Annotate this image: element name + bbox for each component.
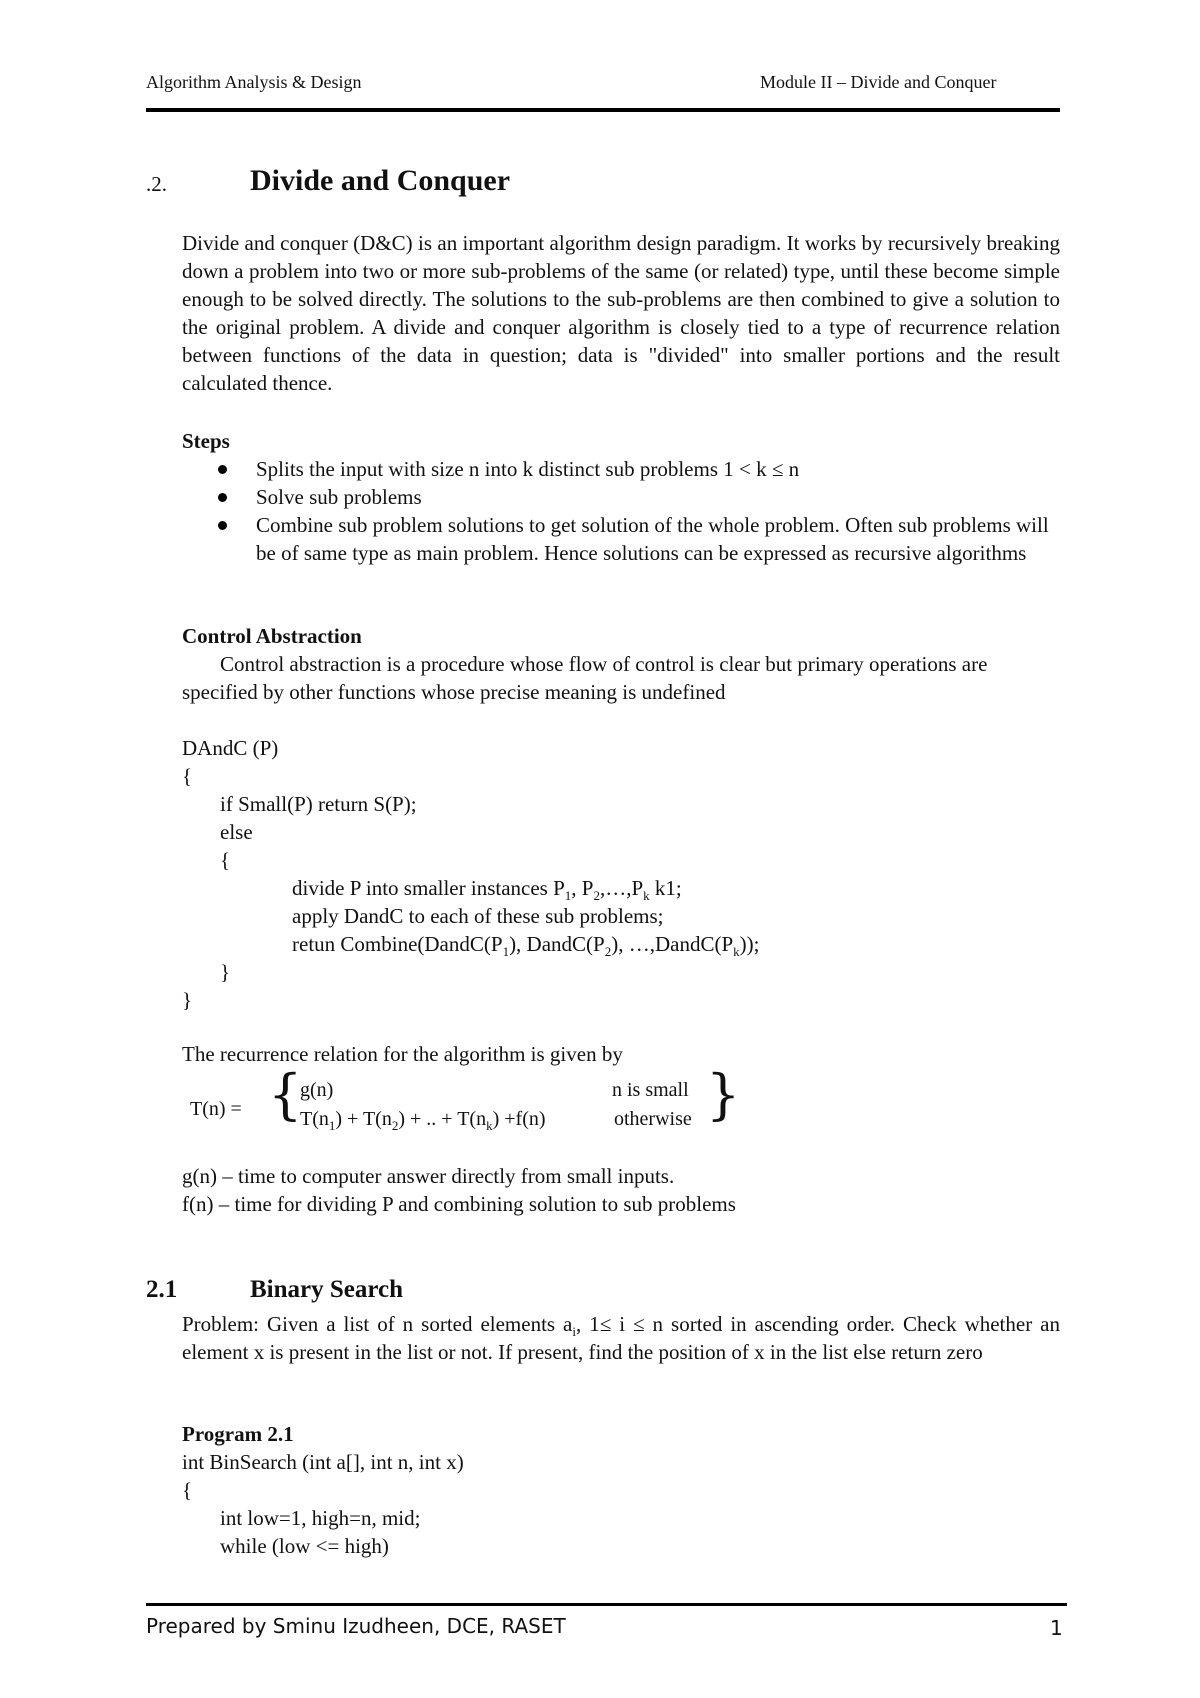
list-item: Splits the input with size n into k distinct sub problems 1 < k ≤ n — [182, 455, 1060, 483]
recurrence-case1: g(n) — [300, 1079, 334, 1101]
list-item: Combine sub problem solutions to get solution of the whole problem. Often sub problems will be of same type as main problem. Hence solutions can be expressed as recursive algorithms — [182, 511, 1060, 567]
program-heading: Program 2.1 — [182, 1422, 294, 1446]
steps-list — [182, 455, 1060, 567]
footer-rule — [146, 1603, 1067, 1606]
code-line-divide: divide P into smaller instances $P_1$, $P_2,\dots,P_k$ k1; — [292, 876, 682, 904]
steps-heading: Steps — [182, 429, 230, 453]
recurrence-intro: The recurrence relation for the algorithm is given by — [182, 1042, 623, 1066]
section-number: 2.1 — [146, 1276, 178, 1303]
intro-paragraph: Divide and conquer (D&C) is an important algorithm design paradigm. It works by recursively breaking down a problem into two or more sub-problems of the same (or related) type, until these become simple enough to be solved directly. The solutions to the sub-problems are then combined to give a solution to the original problem. A divide and conquer algorithm is closely tied to a type of recurrence relation between functions of the data in question; data is "divided" into smaller portions and the result calculated thence. — [182, 231, 1060, 395]
header-rule — [146, 108, 1060, 112]
header-right: Module II – Divide and Conquer — [760, 72, 997, 92]
section-title: Binary Search — [250, 1276, 404, 1303]
control-heading: Control Abstraction — [182, 624, 362, 648]
page-number: 1 — [1050, 1616, 1063, 1640]
f-definition: f(n) – time for dividing P and combining solution to sub problems — [182, 1192, 736, 1216]
left-brace: { — [268, 1063, 303, 1126]
program-code: int BinSearch (int a[], int n, int x) { int low=1, high=n, mid; while (low <= high) — [182, 1450, 464, 1558]
header-left: Algorithm Analysis & Design — [146, 72, 362, 92]
recurrence-cond1: n is small — [612, 1079, 689, 1101]
page-title: Divide and Conquer — [250, 164, 511, 197]
code-line-combine: retun $Combine(DandC(P_1)$, $DandC(P_2)$, $\dots,DandC(P_k)$); — [292, 932, 760, 960]
problem-text: Problem: Given a list of n sorted elements $a_i$, 1≤ i ≤ n sorted in ascending order. Check whether an element x is present in the list or not. If present, find the position of x in the list else return zero — [182, 1312, 1060, 1364]
bullet-icon — [218, 465, 227, 474]
recurrence-cond2: otherwise — [614, 1108, 692, 1130]
right-brace: } — [706, 1063, 741, 1126]
recurrence-lhs: T(n) = — [190, 1098, 242, 1120]
bullet-icon — [218, 521, 227, 530]
bullet-icon — [218, 493, 227, 502]
list-item: Solve sub problems — [182, 483, 1060, 511]
chapter-number: .2. — [146, 172, 167, 196]
recurrence-case2: $T(n_1) + T(n_2)$ + .. + $T(n_k) +f(n)$ — [300, 1108, 546, 1133]
footer-text: Prepared by Sminu Izudheen, DCE, RASET — [146, 1614, 566, 1638]
control-text: Control abstraction is a procedure whose flow of control is clear but primary operations are specified by other functions whose precise meaning is undefined — [182, 652, 988, 704]
code-block: DAndC (P) { if Small(P) return S(P); else { divide P into smaller instances $P_1$, $P_2,\dots,P_k$ k1; apply DandC to each of these sub problems; retun $Combine(DandC(P_1)$, $DandC(P_2)$, $\dots,DandC(P_k)$); } } — [182, 736, 760, 1012]
g-definition: g(n) – time to computer answer directly from small inputs. — [182, 1164, 675, 1188]
